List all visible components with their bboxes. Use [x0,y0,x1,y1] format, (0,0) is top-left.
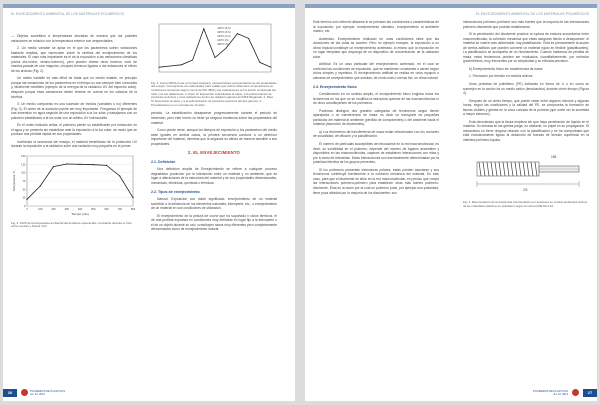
x-axis-label: Tiempo (min) [71,212,89,217]
paragraph: Acelerado. Envejecimiento realizado en unas condiciones tales que las duraciones de las vidas se acorten. Pero un ejemplo europeo, la exposición a un clima tropical constituye un envejecimiento acelerado, lo mismo que la exposición en un lugar templado que disponga de un dispositivo de concentración de la radiación solar. [313,36,439,59]
y-tick-label: 125 [21,163,26,167]
annotation-label: 134°C (4 h) [217,35,231,38]
journal-name: POLIMEROS DE PLASTICOS Jul. 12, 2013 [30,389,66,396]
paragraph: 2. Un medio variable se aplaz en el que los parámetros sufren variaciones bastante amplias, que repercuten sobre la cinética del envejecimiento de los materiales. El caso más importante es el de la exposición a las variaciones climáticas (ciclos día-noche, verano-invierno), pero pueden citarse otros muchos: ciclo de marcha-parada de una máquina, choques térmicos ligados a las estaciones al efecto de los aromas (Fig. 2). [11,46,137,73]
subsection-heading: 2.1. Definición [151,159,176,164]
fig2-svg [11,152,137,218]
x-tick-label: 500 [91,208,96,212]
paragraph: Después de un cierto tiempo, que puede variar entre algunos minutos y algunas horas, según las condiciones y la calidad del PE, se comprueba la formación de fisuras visibles y grietas en la zona curvada de la probeta (que suele ser la sometida a mayor esfuerzo). [463,98,589,117]
y-axis-label: Temperatura °C [12,170,16,192]
data-point [26,199,27,200]
paragraph: Si la penetración del disolvente produce la ruptura de enlaces secundarios entre macromoléculas, la cohesión mecánica que estas aseguran tiende a desaparecer: el material se vuelve más deformable, hay plastificación. Esta es precisamente la acción de ciertos aditivos que pueden convertir un material rígido en flexible (plastificantes). La plastificación se acompaña de un hinchamiento. Cuando hablamos de pérdida de masa, estos fenómenos pueden ser evaluados, cuantitativamente, por métodos gravimétricos, muy frecuentes por su simplicidad y su elevada precisión. [463,32,589,64]
journal-logo-icon [572,389,579,396]
right-page [305,4,597,401]
x-tick-label: 100 [38,208,43,212]
plot-area [159,24,271,72]
data-point [66,163,67,164]
fig4-caption: Fig. 4. Determinación de la resistencia a la fisuración por tensiones en medios ambientes activos de los materiales plásticos en polietileno según la norma UNE 53-2-16. [463,200,588,208]
left-page [3,4,295,401]
data-point [181,64,182,65]
data-point [93,164,94,165]
left-column-2 [151,20,277,235]
paragraph: El envejecimiento de la pintura de coche que ha soportado n ciclos térmicos, el de una probeta expuesta en condiciones muy definidas en lugar fijo a la intemperie o el de un objeto durante su uso, constituyen casos muy diferentes pero completamente denominados como de envejecimiento natural. [151,213,277,232]
y-tick-label: 150 [21,155,26,159]
data-point [192,60,193,61]
paragraph: 3. Un medio compuesto es una sucesión de medios (variables o no) diferentes (Fig. 3). El orden de la sucesión puede ser muy importante. Pongamos el ejemplo de una inmersión en agua seguida de una exposición a la luz solar y trabajamos con un polímero estabilizado a la luz solar con un aditivo UV hidrosoluble. [11,102,137,120]
fig2-caption: Fig. 2. Perfil de la temperatura ambiental del ambiente superandos. Constante durante el ciclo entre Londres y Nueva York. [11,220,132,229]
x-tick-label: 400 [77,208,83,212]
x-tick-label: 800 [130,208,136,212]
paragraph: Como puede verse, aunque los tiempos de exposición y los parámetros del medio sean iguales en ambos casos, la primera secuencia conduce a un deterioro importante del material, mientras que la segunda no afecta de manera sensible a sus propiedades. [151,128,277,146]
paragraph: Unas probetas de polietileno (PE) dobladas en forma de U o en curva se sumerjen en la acción de un medio activo (tensioactivo) durante cierto tiempo (Figura 4). [463,82,589,96]
subsection-heading: 2.2. Tipos de envejecimiento [151,189,200,194]
annotation-label: 120°C (h) [217,39,229,42]
data-point [119,175,120,176]
paragraph: Este término solo debería utilizarse si se precisan las condiciones o características de la exposición; por ejemplo: envejecimiento climático, envejecimiento al ambiente marino, etc. [313,20,439,34]
fig4-label: 2/3 [523,187,528,192]
left-column-1 [11,34,137,233]
y-tick-label: 25 [22,196,26,200]
page-number: 26 [3,389,17,397]
data-point [203,28,204,29]
fig3-svg [151,20,277,78]
right-header-title: EL ENVEJECIMIENTO AMBIENTAL DE LOS MATERIALES POLIMÉRICOS [475,12,589,16]
paragraph: Podemos distinguir dos grandes categorías de fenómenos según tienen aparejados o no transferencia de masa: es decir un transporte de pequeñas partículas del material al ambiente (pérdida de componentes) o del ambiente hacia el material (absorción de disolventes). [313,108,439,127]
y-tick-label: 100 [21,171,26,175]
left-header [3,4,295,20]
data-point [237,33,238,34]
paragraph: Artificial. Es un caso particular del envejecimiento acelerado, en el cual se controlan las condiciones de exposición, que se mantienen constantes o varían según ciclos simples y repetidos. El envejecimiento artificial se realiza en unos equipos o cámaras de envejecimiento que simulan, de modo más o menos fiel, un clima natural. [313,62,439,81]
fig4-diagram [463,146,589,200]
data-point [79,164,80,165]
data-point [248,38,249,39]
paragraph: 1. Fisuración por tensión en medios activos [469,74,533,79]
left-header-title: EL ENVEJECIMIENTO AMBIENTAL DE LOS MATERIALES POLIMÉRICOS [11,12,125,16]
x-tick-label: 0 [26,208,28,212]
coil-spring-icon [477,162,579,187]
data-point [215,57,216,58]
paragraph: a) Los fenómenos de transferencia de masa están relacionados con los nociones de solubilidad, de difusión y la plastificación. [313,129,439,139]
right-footer [305,387,597,397]
journal-name: POLIMEROS DE PLASTICOS Jul. 12, 2013 [532,389,568,396]
fig4-label: 165 [551,154,557,159]
data-point [226,48,227,49]
right-header [305,4,597,20]
fig3-caption: Fig. 3. Curva CRDA (Loss of Contact Analysis), características representativas de las propiedades del ensayo. Corresponde a lo sabrosidad, para colillas que cubren diferentes composiciones en condiciones sucesivas según norma de ISO 4892 y las evaluaciones por la acción combinada del calor y de las radiaciones. 2. Paso IV: Exposición sobrellevado al vapor, a la polimerización de productos químicos y a las radiaciones dentro de radiación gamma del 60Ni Megarads. 3. Paso IV: Exposición al vapor y a la polimerización de productos químicos del tipo gamma. 4. Procedimiento en un mercado de 13 años. [151,80,277,107]
fig4-svg [463,146,589,198]
annotation-label: 160°C (6 h) [217,31,231,34]
paragraph: interacciones polímero-polímero son más fuertes que la mayoría de las interacciones polímero-disolvente que podrían establecerse. [463,20,589,29]
data-point [106,165,107,166]
x-tick-label: 600 [104,208,109,212]
paragraph: Está demostrado que la fisura empieza sin que haya penetración de líquido en el material. Su entrada en las grietas juega, no obstante, un papel en su propagación. El mecanismo no tiene ninguna relación con la plastificación y se ha comprobado que está exclusivamente ligado al desarrollo de fuerzas de tensión superficial en la interfase polímero-líquido. [463,119,589,143]
paragraph: período. La estabilización desaparece progresivamente durante el periodo de inmersión, pero este hecho no tiene ya ninguna incidencia sobre las propiedades del material. [151,111,277,125]
subsection-heading: 2.3. Envejecimiento físico [313,84,357,89]
y-tick-label: 75 [22,180,26,184]
data-point [170,66,171,67]
x-tick-label: 700 [117,208,122,212]
paragraph: Una definición amplia de Envejecimiento se refiere a cualquier proceso degradativo producido por la interacción entre un material y un ambiente, que da lugar a alteraciones de la estructura del material y de sus propiedades dimensionales, mecánicas, eléctricas, químicas o térmicas. [151,167,277,186]
paragraph: Invirtiendo la secuencia del ensayo, el material beneficiado de la protección UV durante la exposición a la radiación sufre una variación muy pequeña en el primer [11,139,137,149]
x-tick-label: 300 [64,208,69,212]
paragraph: Natural. Exposición con doble significado: envejecimiento de un material sometido a la influencia de los elementos naturales, intemperie, etc., o envejecimiento de un material en sus condiciones de utilización. [151,197,277,211]
y-tick-label: 50 [22,188,26,192]
data-point [159,67,160,68]
data-point [271,67,272,68]
paragraph: — Objetos sometidos a temperaturas elevadas de manera que las posibles variaciones en relación con la temperatura exterior son despreciables. [11,34,137,43]
data-point [53,166,54,167]
paragraph: Si los polímeros presentan estructuras polares, éstas pueden asociarse y sus fenómenos contribuye fuertemente a la cohesión mecánica del material. En este caso, para que el disolvente se sitúe en la red macromolecular, es preciso que rompa las interacciones polímero-polímero para establecer otras más fuertes polímero-disolvente. Ésta es la razón por la cual un polímero polar, por ejemplo una poliamida, tiene poca afinidad por la mayoría de los disolventes: sus [313,167,439,195]
data-point [132,197,133,198]
annotation-label: 140°C (6 h) [217,27,231,30]
paragraph: Un medio variable es más difícil de tratar que un medio estable, en principio porque las variaciones de los parámetros en el tiempo no son siempre bien conocidas y, fácilmente medibles (ejemplo de la energía de la radiación UV del espectro solar), después porque esas variaciones deben tenerse en cuenta en los cálculos de la cinética. [11,76,137,99]
right-column-1 [313,20,439,198]
x-tick-label: 200 [51,208,56,212]
paragraph: En el orden indicado arriba, el polímero pierde su estabilizante por extracción en el agua y se presenta sin estabilizar ante la exposición a la luz solar; de modo que se produce una pérdida rápida de sus propiedades. [11,123,137,137]
fig2-chart [11,152,137,220]
paragraph: El número de partículas susceptibles de introducirse en la red macromolecular, es decir, su solubilidad en el polímero, depende del número de lugares accesibles y disponibles en las macromoléculas, capaces de establecer interacciones con ellas y por lo tanto de retenerlas. Estas interacciones son esencialmente determinadas por la polaridad efectiva de los grupos presentes. [313,142,439,165]
paragraph: b) Envejecimiento físico sin transferencia de masa [469,66,543,71]
paragraph: Considerando en un sentido amplio, el envejecimiento físico engloba todos los fenómenos en los que no se modifica la estructura química de las macromoléculas ni de otros constituyentes de los polímeros. [313,92,439,106]
data-point [40,185,41,186]
fig3-chart [151,20,277,80]
data-point [259,62,260,63]
y-tick-label: 0 [24,205,26,209]
left-footer [3,387,295,397]
right-column-2 [463,20,589,213]
journal-logo-icon [21,389,28,396]
annotation-label: 100°C (h) [217,43,229,46]
page-number: 27 [583,389,597,397]
section-heading: 2. EL ENVEJECIMIENTO [187,150,240,156]
